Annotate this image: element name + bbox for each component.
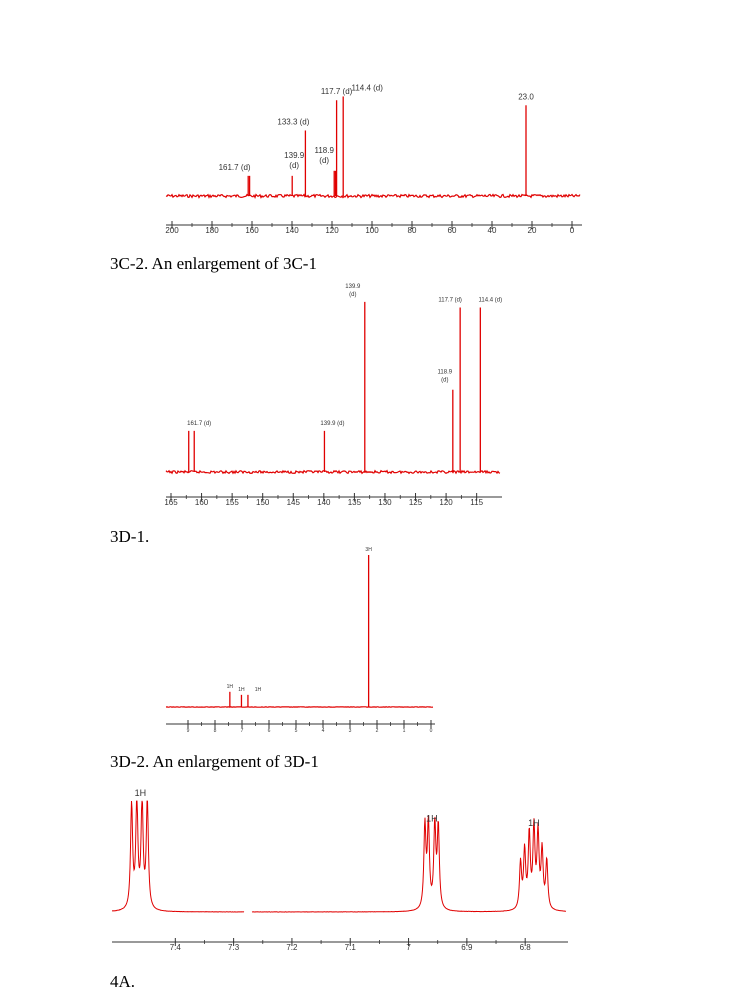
x-tick-label: 6: [267, 728, 271, 734]
x-tick-label: 140: [317, 498, 331, 507]
x-tick-label: 6.8: [519, 943, 531, 952]
peak-label: (d): [441, 377, 449, 384]
peak-label: 23.0: [518, 92, 534, 102]
x-tick-label: 0: [429, 728, 433, 734]
x-tick-label: 140: [285, 226, 299, 235]
peak-label: 161.7 (d): [218, 162, 251, 172]
x-tick-label: 100: [365, 226, 379, 235]
x-tick-label: 2: [375, 728, 379, 734]
peak-label: 139.9: [284, 150, 305, 160]
peak-label: 117.7 (d): [438, 297, 462, 304]
peak-label: 1H: [426, 813, 438, 824]
x-tick-label: 5: [294, 728, 298, 734]
x-tick-label: 7.1: [344, 943, 356, 952]
caption-4a: 4A.: [110, 972, 136, 991]
peak-label: 3H: [365, 547, 372, 553]
peak-label: 161.7 (d): [187, 420, 212, 427]
caption-3c2: 3C-2. An enlargement of 3C-1: [110, 254, 317, 273]
caption-3d1: 3D-1.: [110, 527, 150, 546]
x-tick-label: 165: [164, 498, 178, 507]
peak-label: 114.4 (d): [478, 297, 503, 304]
x-tick-label: 150: [256, 498, 270, 507]
x-tick-label: 60: [447, 226, 457, 235]
peak-label: 139.9 (d): [320, 420, 345, 427]
trace: [252, 815, 566, 912]
x-tick-label: 8: [213, 728, 217, 734]
x-tick-label: 3: [348, 728, 352, 734]
x-tick-label: 125: [408, 498, 423, 507]
x-tick-label: 7: [240, 728, 244, 734]
peak-label: 139.9: [345, 283, 361, 290]
x-tick-label: 7.2: [286, 943, 298, 952]
x-tick-label: 160: [245, 226, 259, 235]
peak-label: (d): [289, 160, 300, 170]
x-tick-label: 80: [407, 226, 417, 235]
x-tick-label: 155: [225, 498, 239, 507]
x-tick-label: 9: [186, 728, 190, 734]
peak-label: (d): [349, 291, 357, 298]
trace: [112, 801, 244, 912]
x-tick-label: 6.9: [461, 943, 473, 952]
peak-label: (d): [319, 155, 330, 165]
peak-label: 1H: [528, 818, 540, 829]
x-tick-label: 40: [487, 226, 497, 235]
x-tick-label: 4: [321, 728, 325, 734]
x-tick-label: 130: [378, 498, 392, 507]
caption-3d2: 3D-2. An enlargement of 3D-1: [110, 752, 319, 771]
peak-label: 1H: [134, 788, 147, 799]
x-tick-label: 7.4: [169, 943, 181, 952]
peak-label: 118.9: [314, 145, 334, 155]
x-tick-label: 135: [347, 498, 362, 507]
x-tick-label: 120: [439, 498, 453, 507]
peak-label: 1H: [226, 683, 234, 690]
peak-label: 1H: [254, 686, 262, 693]
x-tick-label: 7: [406, 943, 411, 952]
x-tick-label: 0: [569, 226, 575, 235]
x-tick-label: 115: [470, 498, 484, 507]
peak-label: 1H: [238, 686, 245, 693]
x-tick-label: 180: [205, 226, 219, 235]
peak-label: 117.7 (d): [320, 87, 353, 97]
peak-label: 114.4 (d): [351, 83, 383, 93]
x-tick-label: 120: [325, 226, 339, 235]
x-tick-label: 20: [527, 226, 537, 235]
x-tick-label: 7.3: [228, 943, 240, 952]
x-tick-label: 1: [402, 728, 406, 734]
peak-label: 133.3 (d): [277, 117, 310, 127]
x-tick-label: 145: [286, 498, 300, 507]
x-tick-label: 200: [165, 226, 179, 235]
x-tick-label: 160: [194, 498, 209, 507]
peak-label: 118.9: [437, 369, 453, 376]
